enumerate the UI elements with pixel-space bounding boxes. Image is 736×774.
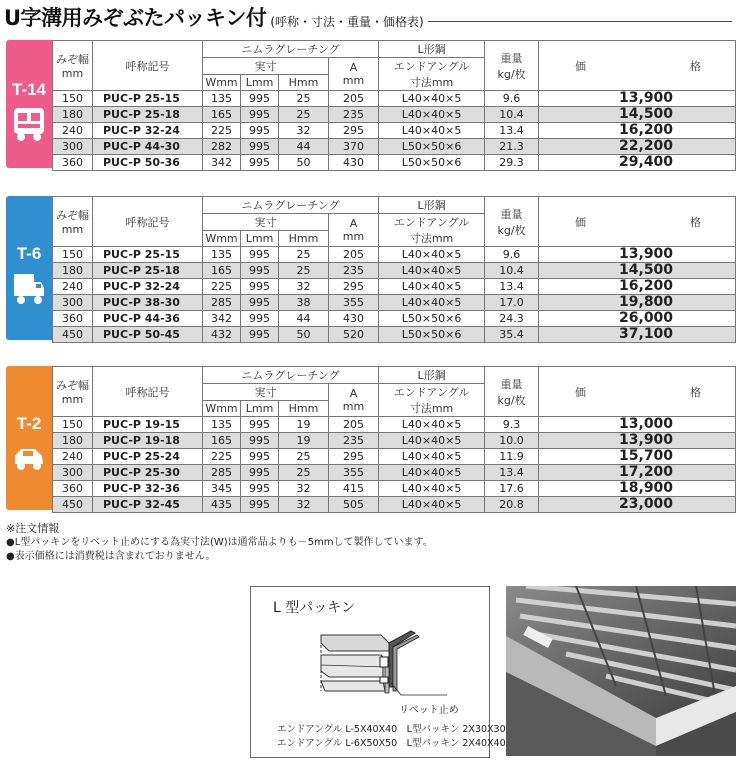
page-title-bar <box>4 4 732 32</box>
table-cell: 295 <box>329 123 379 139</box>
table-cell: 25 <box>279 263 329 279</box>
table-cell: PUC-P 25-15 <box>93 91 203 107</box>
table-cell: PUC-P 44-30 <box>93 139 203 155</box>
table-cell: PUC-P 32-45 <box>93 497 203 513</box>
table-cell: 240 <box>53 279 93 295</box>
table-cell: 285 <box>203 295 241 311</box>
header-width: みぞ幅 mm <box>53 41 93 91</box>
table-cell: 995 <box>241 123 279 139</box>
table-cell: 165 <box>203 263 241 279</box>
table-cell: L50×50×6 <box>379 139 485 155</box>
table-cell: 135 <box>203 247 241 263</box>
table-cell: 9.3 <box>485 417 539 433</box>
table-cell: 345 <box>203 481 241 497</box>
header-angle: エンドアングル 寸法mm <box>379 384 485 417</box>
table-cell: 9.6 <box>485 91 539 107</box>
table-cell: 21.3 <box>485 139 539 155</box>
table-cell: 300 <box>53 295 93 311</box>
table-cell: 360 <box>53 155 93 171</box>
order-notes <box>6 522 433 564</box>
table-cell: 9.6 <box>485 247 539 263</box>
table-cell: 235 <box>329 263 379 279</box>
table-cell: 10.0 <box>485 433 539 449</box>
table-cell: 135 <box>203 91 241 107</box>
diagram-spec-line-2: エンドアングル L-6X50X50 L型パッキン 2X40X40 <box>277 738 506 749</box>
table-cell: 14,500 <box>539 263 736 279</box>
table-cell: 360 <box>53 481 93 497</box>
table-cell: 342 <box>203 155 241 171</box>
table-cell: 300 <box>53 465 93 481</box>
header-steel: L形鋼 <box>379 367 485 384</box>
table-cell: 995 <box>241 449 279 465</box>
table-row <box>53 155 736 171</box>
table-cell: 13.4 <box>485 465 539 481</box>
table-cell: 29.3 <box>485 155 539 171</box>
header-a: A mm <box>329 384 379 417</box>
table-cell: 432 <box>203 327 241 343</box>
table-cell: 995 <box>241 465 279 481</box>
header-price: 価 格 <box>539 41 736 91</box>
header-width: みぞ幅 mm <box>53 367 93 417</box>
table-cell: L40×40×5 <box>379 107 485 123</box>
table-cell: 240 <box>53 449 93 465</box>
load-class-tab <box>6 196 52 340</box>
table-cell: 180 <box>53 263 93 279</box>
page-title: U字溝用みぞぶたパッキン付 <box>4 6 267 30</box>
table-cell: 205 <box>329 247 379 263</box>
table-cell: 13,900 <box>539 91 736 107</box>
table-cell: PUC-P 25-15 <box>93 247 203 263</box>
table-cell: 150 <box>53 417 93 433</box>
table-cell: 13,900 <box>539 247 736 263</box>
table-cell: 15,700 <box>539 449 736 465</box>
rivet-label: リベット止め <box>399 705 459 716</box>
header-dims: 実寸 <box>203 58 329 75</box>
table-cell: 370 <box>329 139 379 155</box>
car-icon <box>12 438 46 478</box>
table-cell: 165 <box>203 107 241 123</box>
table-cell: 342 <box>203 311 241 327</box>
header-w: Wmm <box>203 401 241 417</box>
table-cell: 995 <box>241 417 279 433</box>
note-rivet: ●L型パッキンをリベット止めにする為実寸法(W)は通常品よりも－5mmして製作しています。 <box>6 537 433 548</box>
table-cell: L40×40×5 <box>379 465 485 481</box>
table-cell: 135 <box>203 417 241 433</box>
header-price: 価 格 <box>539 197 736 247</box>
table-cell: 995 <box>241 247 279 263</box>
header-weight: 重量 kg/枚 <box>485 367 539 417</box>
table-cell: 505 <box>329 497 379 513</box>
header-weight: 重量 kg/枚 <box>485 197 539 247</box>
header-l: Lmm <box>241 231 279 247</box>
header-grating: ニムラグレーチング <box>203 197 379 214</box>
load-class-tab <box>6 40 52 168</box>
table-row <box>53 465 736 481</box>
table-cell: 150 <box>53 91 93 107</box>
table-cell: 25 <box>279 449 329 465</box>
table-cell: 225 <box>203 449 241 465</box>
table-cell: L40×40×5 <box>379 417 485 433</box>
table-cell: 50 <box>279 155 329 171</box>
table-cell: L40×40×5 <box>379 481 485 497</box>
table-cell: 17.6 <box>485 481 539 497</box>
table-cell: PUC-P 25-18 <box>93 263 203 279</box>
diagram-title: L 型パッキン <box>273 600 356 616</box>
load-class-code: T-2 <box>16 414 42 433</box>
table-row <box>53 481 736 497</box>
table-row <box>53 263 736 279</box>
notes-heading: ※注文情報 <box>6 522 60 535</box>
table-cell: 995 <box>241 497 279 513</box>
table-cell: 240 <box>53 123 93 139</box>
table-cell: 995 <box>241 481 279 497</box>
header-w: Wmm <box>203 231 241 247</box>
header-l: Lmm <box>241 401 279 417</box>
header-dims: 実寸 <box>203 214 329 231</box>
header-h: Hmm <box>279 231 329 247</box>
table-cell: L40×40×5 <box>379 247 485 263</box>
header-grating: ニムラグレーチング <box>203 41 379 58</box>
table-cell: 37,100 <box>539 327 736 343</box>
header-name: 呼称記号 <box>93 197 203 247</box>
table-cell: 26,000 <box>539 311 736 327</box>
table-cell: PUC-P 25-18 <box>93 107 203 123</box>
table-cell: L40×40×5 <box>379 295 485 311</box>
table-cell: 360 <box>53 311 93 327</box>
note-tax: ●表示価格には消費税は含まれておりません。 <box>6 551 216 562</box>
table-cell: 430 <box>329 311 379 327</box>
table-cell: 25 <box>279 465 329 481</box>
table-cell: 17,200 <box>539 465 736 481</box>
header-grating: ニムラグレーチング <box>203 367 379 384</box>
table-cell: 35.4 <box>485 327 539 343</box>
spec-table <box>52 196 736 343</box>
table-cell: 995 <box>241 263 279 279</box>
table-cell: PUC-P 25-24 <box>93 449 203 465</box>
table-row <box>53 123 736 139</box>
table-cell: L40×40×5 <box>379 91 485 107</box>
load-class-tab <box>6 366 52 510</box>
table-row <box>53 311 736 327</box>
table-row <box>53 497 736 513</box>
table-cell: 355 <box>329 465 379 481</box>
table-cell: 25 <box>279 247 329 263</box>
table-cell: L50×50×6 <box>379 327 485 343</box>
table-cell: 415 <box>329 481 379 497</box>
table-row <box>53 327 736 343</box>
load-class-code: T-14 <box>11 80 47 99</box>
table-cell: 995 <box>241 91 279 107</box>
header-steel: L形鋼 <box>379 41 485 58</box>
table-cell: 435 <box>203 497 241 513</box>
table-cell: L40×40×5 <box>379 263 485 279</box>
header-weight: 重量 kg/枚 <box>485 41 539 91</box>
table-cell: 235 <box>329 433 379 449</box>
load-class-code: T-6 <box>16 244 42 263</box>
table-cell: 38 <box>279 295 329 311</box>
table-cell: 165 <box>203 433 241 449</box>
table-cell: 450 <box>53 497 93 513</box>
table-cell: 32 <box>279 279 329 295</box>
table-cell: 18,900 <box>539 481 736 497</box>
table-cell: L40×40×5 <box>379 433 485 449</box>
table-cell: 29,400 <box>539 155 736 171</box>
table-cell: 20.8 <box>485 497 539 513</box>
table-cell: L40×40×5 <box>379 123 485 139</box>
table-row <box>53 433 736 449</box>
table-cell: 180 <box>53 107 93 123</box>
l-packing-diagram <box>250 586 506 758</box>
table-cell: 44 <box>279 139 329 155</box>
table-cell: 19,800 <box>539 295 736 311</box>
table-cell: 205 <box>329 417 379 433</box>
table-row <box>53 295 736 311</box>
header-name: 呼称記号 <box>93 367 203 417</box>
header-price: 価 格 <box>539 367 736 417</box>
table-cell: L40×40×5 <box>379 449 485 465</box>
table-cell: 25 <box>279 91 329 107</box>
table-cell: PUC-P 32-24 <box>93 279 203 295</box>
table-cell: 10.4 <box>485 107 539 123</box>
table-cell: 13.4 <box>485 279 539 295</box>
table-cell: 995 <box>241 139 279 155</box>
table-cell: 520 <box>329 327 379 343</box>
table-cell: 25 <box>279 107 329 123</box>
table-cell: 23,000 <box>539 497 736 513</box>
diagram-spec-line-1: エンドアングル L-5X40X40 L型パッキン 2X30X30 <box>277 724 506 735</box>
header-w: Wmm <box>203 75 241 91</box>
header-a: A mm <box>329 214 379 247</box>
table-row <box>53 247 736 263</box>
table-cell: PUC-P 32-36 <box>93 481 203 497</box>
table-cell: L50×50×6 <box>379 311 485 327</box>
table-cell: 44 <box>279 311 329 327</box>
table-cell: 995 <box>241 155 279 171</box>
table-cell: 10.4 <box>485 263 539 279</box>
table-cell: 150 <box>53 247 93 263</box>
header-steel: L形鋼 <box>379 197 485 214</box>
table-cell: 300 <box>53 139 93 155</box>
table-cell: 995 <box>241 311 279 327</box>
table-cell: 32 <box>279 123 329 139</box>
table-cell: 225 <box>203 123 241 139</box>
table-row <box>53 279 736 295</box>
header-dims: 実寸 <box>203 384 329 401</box>
bus-icon <box>12 104 46 144</box>
table-row <box>53 417 736 433</box>
table-cell: 180 <box>53 433 93 449</box>
page-subtitle: (呼称・寸法・重量・価格表) <box>270 15 424 29</box>
table-cell: 16,200 <box>539 123 736 139</box>
table-cell: 285 <box>203 465 241 481</box>
header-angle: エンドアングル 寸法mm <box>379 214 485 247</box>
table-cell: 13,000 <box>539 417 736 433</box>
table-cell: PUC-P 25-30 <box>93 465 203 481</box>
table-cell: 19 <box>279 433 329 449</box>
table-cell: 16,200 <box>539 279 736 295</box>
table-cell: 13.4 <box>485 123 539 139</box>
table-cell: 282 <box>203 139 241 155</box>
spec-table <box>52 366 736 513</box>
table-cell: PUC-P 50-36 <box>93 155 203 171</box>
table-cell: 355 <box>329 295 379 311</box>
header-h: Hmm <box>279 75 329 91</box>
table-cell: 995 <box>241 433 279 449</box>
table-cell: L40×40×5 <box>379 497 485 513</box>
table-row <box>53 91 736 107</box>
table-cell: 235 <box>329 107 379 123</box>
table-cell: PUC-P 44-36 <box>93 311 203 327</box>
table-cell: 19 <box>279 417 329 433</box>
header-l: Lmm <box>241 75 279 91</box>
header-width: みぞ幅 mm <box>53 197 93 247</box>
table-cell: PUC-P 50-45 <box>93 327 203 343</box>
table-cell: 205 <box>329 91 379 107</box>
table-cell: 995 <box>241 295 279 311</box>
table-cell: 225 <box>203 279 241 295</box>
table-row <box>53 449 736 465</box>
table-cell: 14,500 <box>539 107 736 123</box>
table-cell: 13,900 <box>539 433 736 449</box>
table-cell: 32 <box>279 481 329 497</box>
header-h: Hmm <box>279 401 329 417</box>
header-angle: エンドアングル 寸法mm <box>379 58 485 91</box>
table-cell: L40×40×5 <box>379 279 485 295</box>
spec-table <box>52 40 736 171</box>
table-cell: PUC-P 38-30 <box>93 295 203 311</box>
table-cell: 430 <box>329 155 379 171</box>
table-cell: 50 <box>279 327 329 343</box>
table-row <box>53 139 736 155</box>
product-photo <box>506 586 736 756</box>
table-cell: L50×50×6 <box>379 155 485 171</box>
table-cell: 24.3 <box>485 311 539 327</box>
table-cell: 295 <box>329 279 379 295</box>
table-cell: 995 <box>241 327 279 343</box>
grating-photo-illustration <box>506 586 736 756</box>
title-rule <box>428 21 732 22</box>
table-cell: PUC-P 19-15 <box>93 417 203 433</box>
table-cell: PUC-P 32-24 <box>93 123 203 139</box>
table-cell: 22,200 <box>539 139 736 155</box>
table-cell: 11.9 <box>485 449 539 465</box>
table-cell: 295 <box>329 449 379 465</box>
table-cell: 450 <box>53 327 93 343</box>
table-row <box>53 107 736 123</box>
table-cell: PUC-P 19-18 <box>93 433 203 449</box>
header-a: A mm <box>329 58 379 91</box>
table-cell: 17.0 <box>485 295 539 311</box>
table-cell: 995 <box>241 107 279 123</box>
header-name: 呼称記号 <box>93 41 203 91</box>
truck-icon <box>12 268 46 308</box>
table-cell: 32 <box>279 497 329 513</box>
table-cell: 995 <box>241 279 279 295</box>
